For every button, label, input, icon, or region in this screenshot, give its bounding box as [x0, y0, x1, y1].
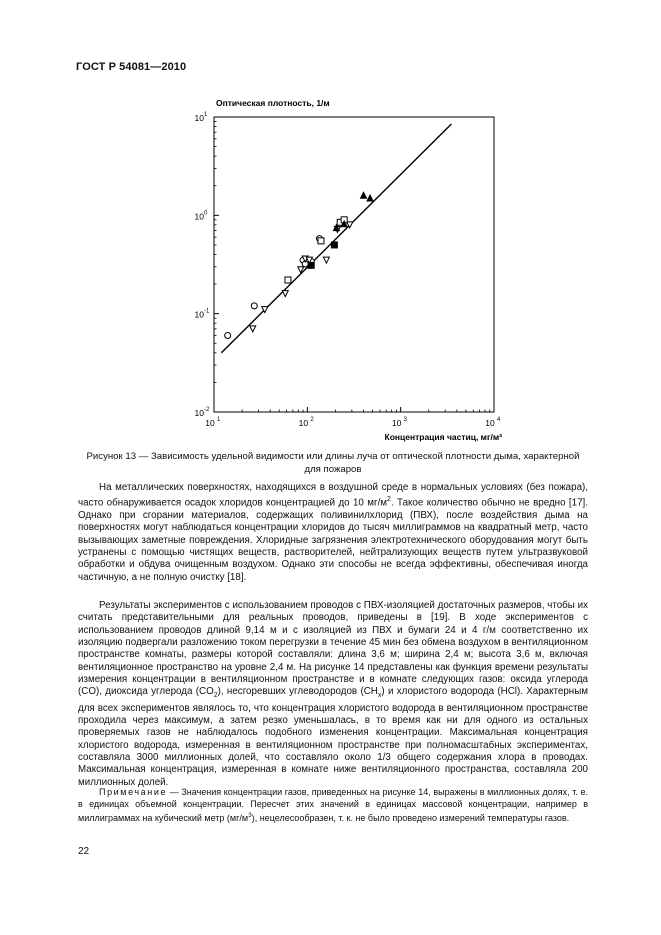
data-points — [225, 192, 373, 338]
paragraph1-text-b: . Такое количество обычно не вредно [17]. Однако при сгорании материалов, содержащих поливинилхлорид (ПВХ), после воздействия дыма на поверхностях могут наблюдаться концентрации хлоридов до тысяч миллиграммов на квадратный метр, часто вызывающих заметные повреждения. Хлоридные загрязнения электротехнического оборудования могут быть устранены с помощью чистящих веществ, растворителей, нейтрализующих веществ путем ультразвуковой обработки и обдува очищенным воздухом. Однако эти способы не всегда эффективны, обеспечивая иногда частичную, а не полную очистку [18]. — [78, 497, 588, 583]
figure-caption — [78, 451, 588, 476]
note-block — [78, 786, 588, 825]
caption-line-1: Рисунок 13 — Зависимость удельной видимости или длины луча от оптической плотности дыма, характерной — [86, 451, 580, 462]
y-axis-ticks — [195, 112, 219, 418]
page-number: 22 — [78, 846, 90, 857]
note-label: Примечание — [99, 787, 168, 797]
paragraph-chlorides — [78, 482, 588, 584]
x-axis-label: Концентрация частиц, мг/м³ — [384, 432, 502, 442]
y-tick-label: 10 — [194, 113, 204, 123]
y-tick-exponent: 0 — [204, 210, 208, 217]
x-tick-label: 10 — [391, 418, 402, 428]
x-axis-ticks — [205, 407, 501, 428]
y-tick-exponent: -1 — [204, 308, 210, 315]
square-point — [318, 238, 324, 244]
x-tick-label: 10 — [485, 418, 495, 428]
x-tick-label: 10 — [298, 418, 309, 428]
triangle-down-point — [282, 291, 288, 297]
paragraph2-text-c: ) и хлористого водорода (HCl). Характерным для всех экспериментов являлось то, что концентрация хлористого водорода в вентиляционном пространстве проходила через максимум, а затем резко уменьшалась, в то время как ни для одного из остальных проверяемых газов не наблюдалось подобного изменения концентрации. Максимальная концентрация хлористого водорода, измеренная в вентиляционном пространстве при полномасштабных экспериментах, составляла 3000 миллионных долей, что составляло около 1/3 общего содержания хлора в проводах. Максимальная концентрация, измеренная в комнате ниже вентиляционного пространства, составляла 200 миллионных долей. — [78, 686, 588, 788]
x-tick-label: 10 — [205, 418, 215, 428]
circle-point — [251, 303, 257, 309]
paragraph2-sub-2: x — [377, 692, 382, 700]
x-tick-exponent: 2 — [310, 417, 314, 423]
paragraph2-text-a: Результаты экспериментов с использованием проводов с ПВХ-изоляцией достаточных размеров, чтобы их считать представительными для реальных проводов, приведены в [19]. В ходе экспериментов с использованием проводов длиной 9,14 м и с изоляцией из ПВХ и бумаги 24 и 4 г/м соответственно их изоляцию подвергали разложению током перегрузки в течение 45 мин без обмена воздухом в вентиляционном пространстве комнаты, размеры которой составляли: длина 3,6 м; ширина 2,4 м; высота 3,6 м, включая вентиляционное пространство на уровне 2,4 м. На рисунке 14 представлены как функция времени результаты измерения концентрации в вентиляционном пространстве и в комнате следующих газов: оксида углерода (CO), диоксида углерода (CO — [78, 600, 588, 698]
square-filled-point — [308, 262, 314, 268]
y-tick-label: 10 — [194, 211, 204, 222]
scatter-chart — [0, 0, 661, 450]
paragraph2-text-b: ), несгоревших углеводородов (CH — [217, 686, 378, 698]
square-filled-point — [331, 242, 337, 248]
y-tick-label: 10 — [194, 408, 204, 418]
regression-line — [221, 124, 451, 353]
y-tick-label: 10 — [194, 309, 204, 320]
y-tick-exponent: -2 — [204, 407, 210, 413]
note-text-a: — Значения концентрации газов, приведенных на рисунке 14, выражены в миллионных долях, т. е. в единицах объемной концентрации. Пересчет этих значений в единицах массовой концентрации, например в миллиграммах на кубический метр (мг/м — [78, 787, 588, 824]
x-tick-exponent: 4 — [497, 417, 501, 423]
caption-line-2: для пожаров — [304, 463, 362, 475]
triangle-down-point — [250, 326, 256, 332]
plot-frame — [214, 117, 494, 412]
x-tick-exponent: 1 — [217, 417, 221, 423]
document-header: ГОСТ Р 54081—2010 — [76, 61, 187, 73]
paragraph1-sup: 2 — [387, 496, 391, 504]
y-axis-label: Оптическая плотность, 1/м — [216, 98, 330, 108]
paragraph-experiments — [78, 600, 588, 789]
triangle-down-point — [323, 257, 329, 263]
paragraph2-sub-1: 2 — [213, 692, 218, 700]
circle-point — [225, 332, 231, 338]
triangle-up-point — [367, 195, 373, 201]
note-sup: 3 — [248, 812, 252, 820]
triangle-up-point — [361, 192, 367, 198]
paragraph1-text-a: На металлических поверхностях, находящихся в воздушной среде в нормальных условиях (без пожара), часто обнаруживается осадок хлоридов концентрацией до 10 мг/м — [78, 482, 588, 509]
square-point — [285, 277, 291, 283]
x-tick-exponent: 3 — [403, 417, 408, 423]
note-text-b: ), нецелесообразен, т. к. не было проведено измерений температуры газов. — [251, 813, 570, 824]
y-tick-exponent: 1 — [204, 112, 208, 118]
